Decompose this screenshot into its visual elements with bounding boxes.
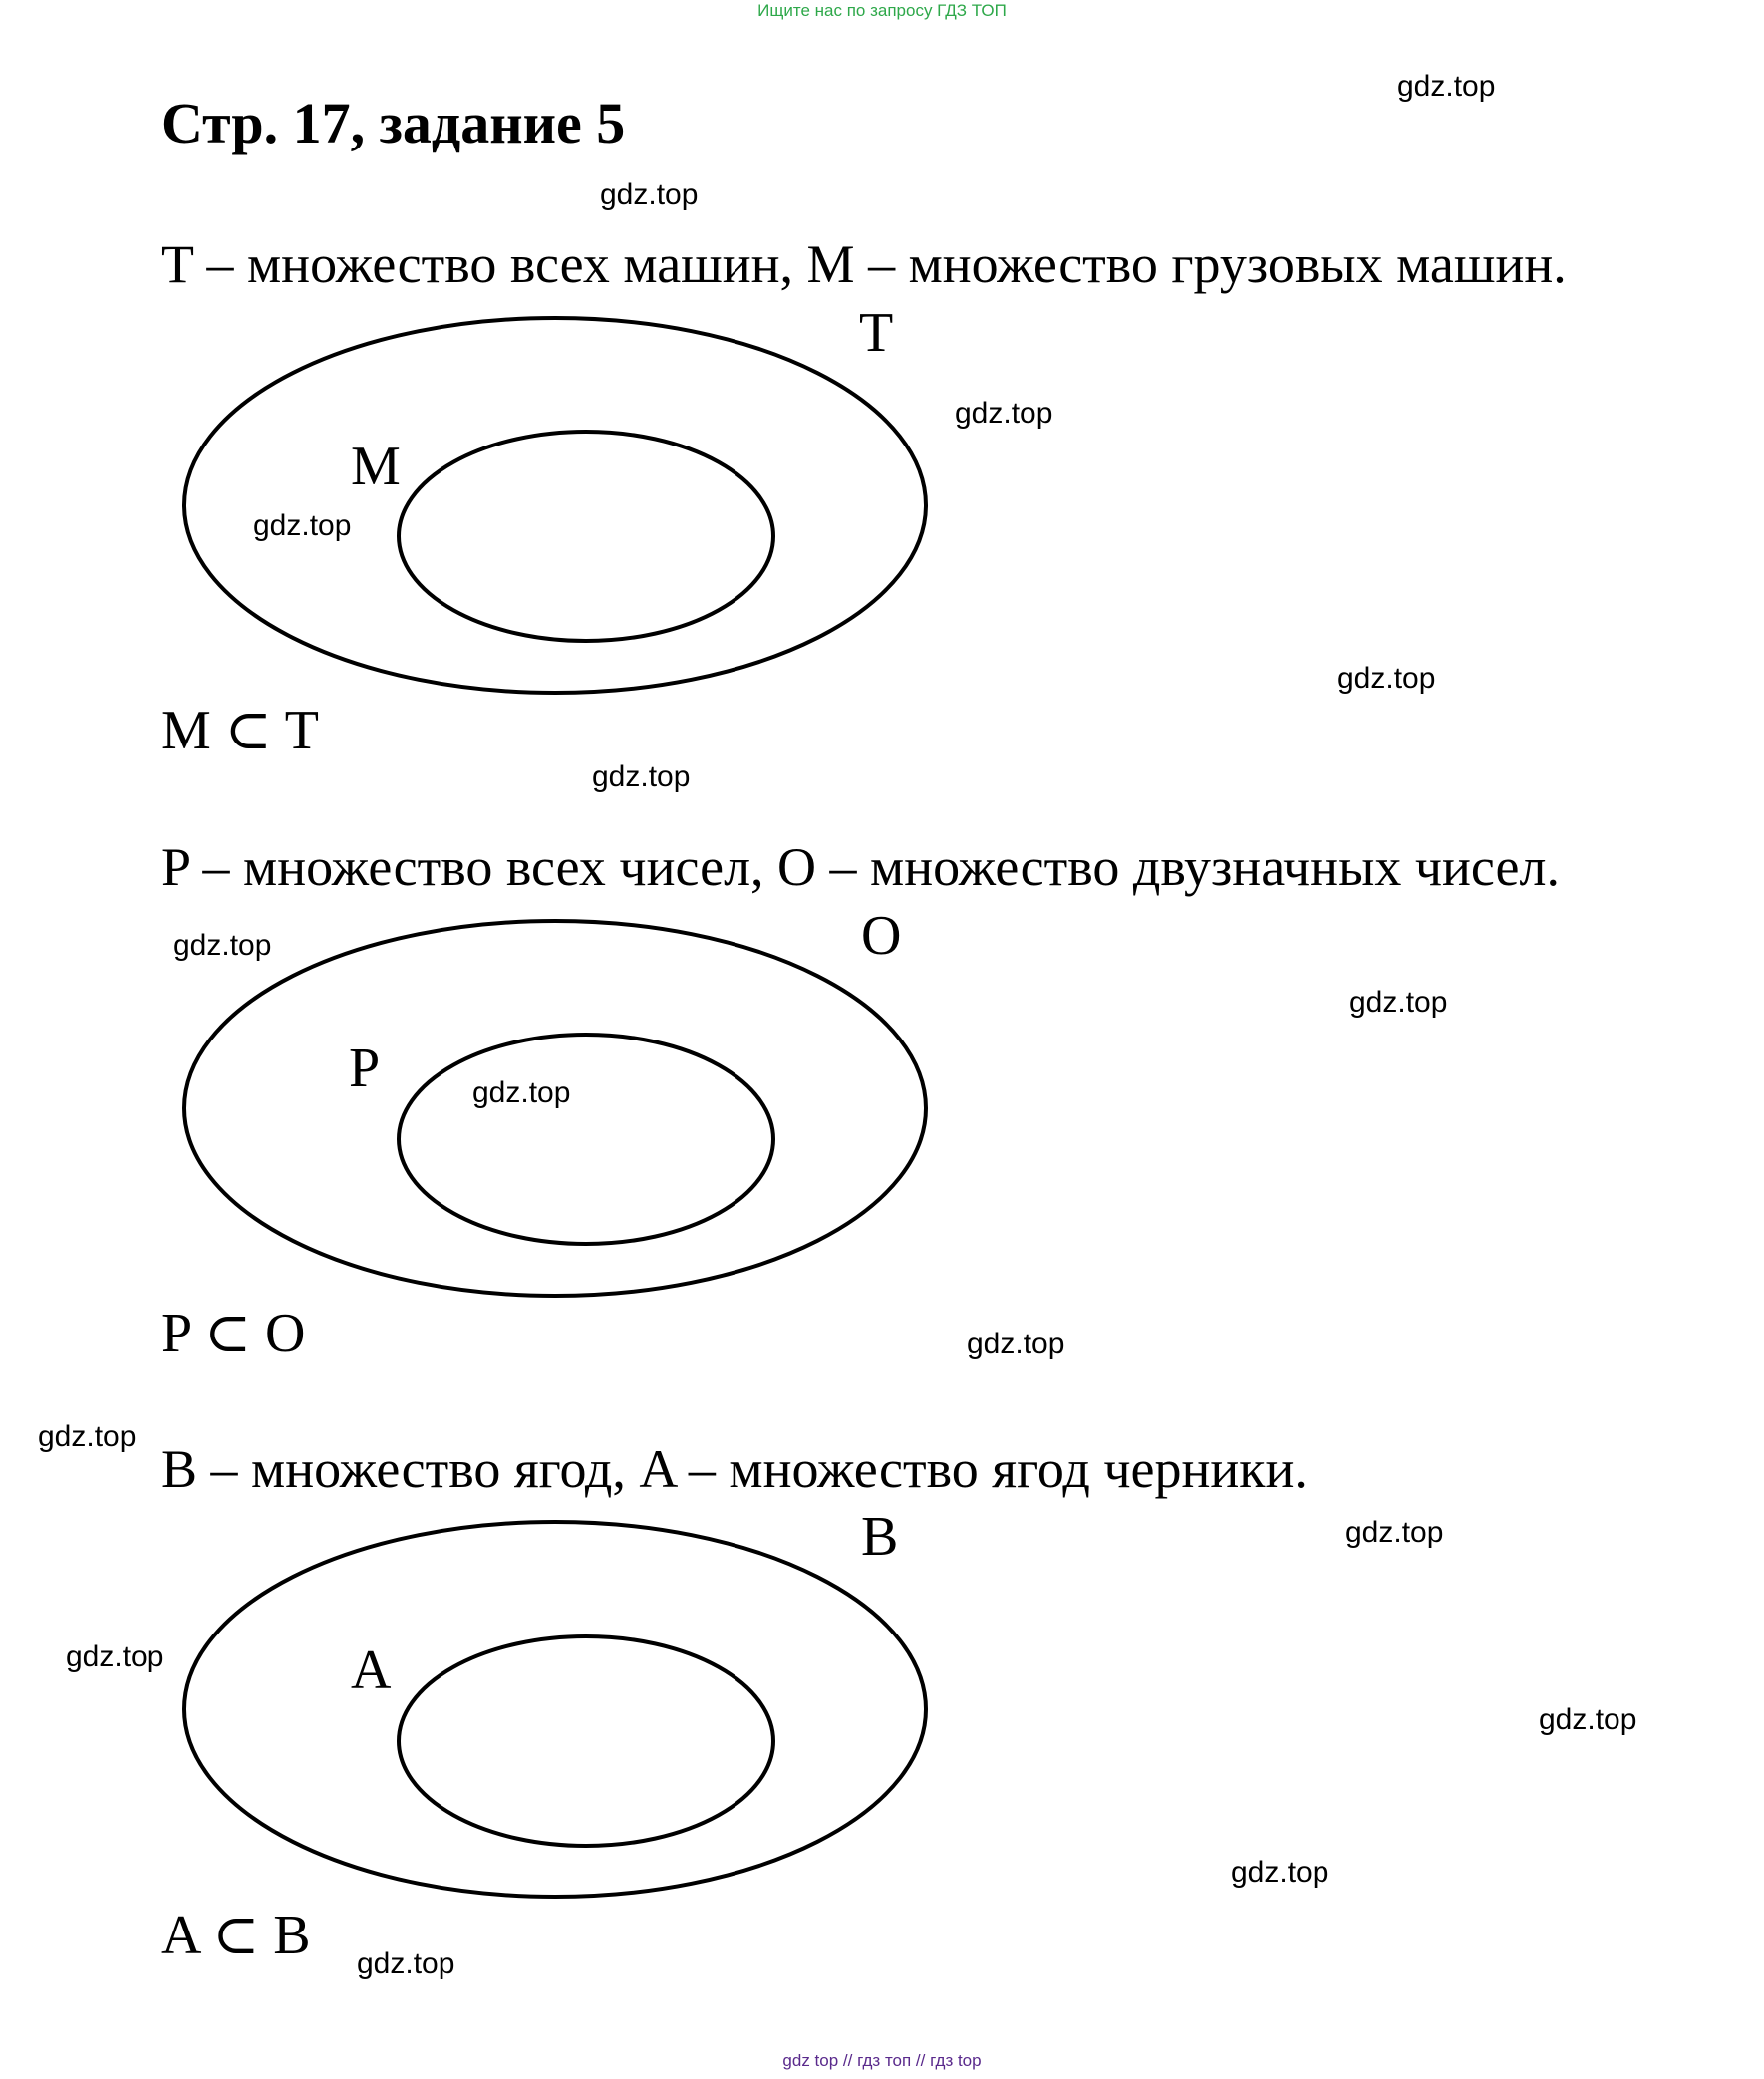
task-2-outer-label: O [861, 905, 902, 967]
task-3-inner-label: A [351, 1639, 392, 1701]
watermark: gdz.top [38, 1420, 137, 1453]
task-1-statement: T – множество всех машин, M – множество грузовых машин. [161, 234, 1567, 294]
watermark: gdz.top [66, 1640, 164, 1673]
watermark: gdz.top [173, 929, 272, 962]
watermark: gdz.top [472, 1076, 571, 1109]
task-3-relation: A ⊂ B [161, 1905, 311, 1966]
watermark: gdz.top [1337, 662, 1436, 695]
task-3-statement: B – множество ягод, A – множество ягод черники. [161, 1439, 1308, 1499]
task-1-inner-label: M [351, 436, 401, 497]
task-2-statement: P – множество всех чисел, O – множество двузначных чисел. [161, 837, 1560, 897]
task-3-outer-set [184, 1522, 926, 1897]
watermark: gdz.top [253, 509, 352, 542]
task-1-outer-label: T [859, 302, 894, 364]
watermark: gdz.top [967, 1328, 1065, 1360]
watermark: gdz.top [1349, 986, 1448, 1019]
task-1-relation: M ⊂ T [161, 700, 319, 761]
watermark: gdz.top [1397, 70, 1496, 103]
task-2-inner-label: P [349, 1038, 381, 1099]
task-3-outer-label: B [861, 1506, 899, 1568]
watermark: gdz.top [592, 760, 691, 793]
watermark: gdz.top [357, 1947, 455, 1980]
task-2-relation: P ⊂ O [161, 1303, 306, 1364]
watermark: gdz.top [1539, 1703, 1637, 1736]
task-3-inner-set [399, 1636, 773, 1846]
watermark: gdz.top [955, 397, 1053, 430]
page-title: Стр. 17, задание 5 [161, 91, 626, 155]
watermark: gdz.top [600, 178, 699, 211]
top-banner: Ищите нас по запросу ГДЗ ТОП [757, 1, 1007, 20]
watermark: gdz.top [1345, 1516, 1444, 1549]
watermark: gdz.top [1231, 1856, 1329, 1889]
footer-links: gdz top // гдз топ // гдз top [782, 2051, 982, 2070]
